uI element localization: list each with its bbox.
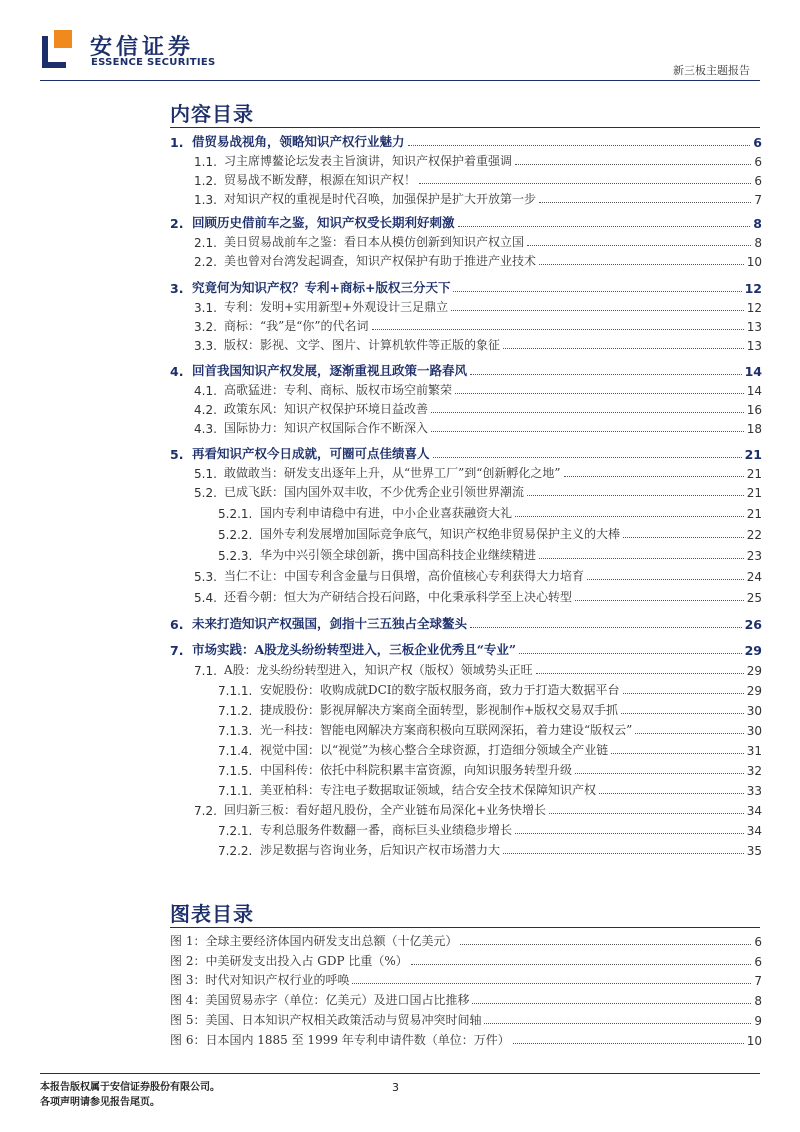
toc-entry-number: 7.1.1.	[218, 784, 253, 798]
toc-entry-page: 26	[744, 617, 762, 632]
toc-entry-page: 34	[746, 804, 762, 818]
leader-dots	[635, 733, 743, 734]
toc-entry[interactable]	[170, 614, 762, 632]
leader-dots	[431, 412, 744, 413]
toc-entry-title: 借贸易战视角，领略知识产权行业魅力	[192, 134, 405, 149]
toc-entry[interactable]	[194, 660, 762, 678]
figure-entry-title: 图 3：时代对知识产权行业的呼唤	[170, 973, 350, 987]
leader-dots	[539, 202, 751, 203]
toc-entry[interactable]	[194, 151, 762, 169]
toc-entry-number: 5.	[170, 447, 184, 462]
toc-entry-number: 3.2.	[194, 320, 217, 334]
toc-entry[interactable]	[218, 740, 762, 758]
toc-entry-number: 7.2.	[194, 804, 217, 818]
toc-entry[interactable]	[194, 251, 762, 269]
toc-entry-title: 安妮股份：收购成就DCI的数字版权服务商，致力于打造大数据平台	[260, 683, 620, 697]
toc-entry-page: 12	[744, 281, 762, 296]
figure-entry[interactable]	[170, 1010, 762, 1028]
leader-dots	[623, 537, 744, 538]
toc-entry[interactable]	[170, 213, 762, 231]
leader-dots	[564, 476, 744, 477]
toc-entry-page: 22	[746, 528, 762, 542]
toc-entry-title: 涉足数据与咨询业务，后知识产权市场潜力大	[260, 843, 501, 857]
toc-entry-page: 14	[744, 364, 762, 379]
figure-entry[interactable]	[170, 1030, 762, 1048]
toc-entry-page: 29	[746, 664, 762, 678]
toc-entry-title: 专利总服务件数翻一番，商标巨头业绩稳步增长	[260, 823, 513, 837]
toc-entry-title: 未来打造知识产权强国，剑指十三五独占全球鳌头	[192, 616, 468, 631]
figure-entry-title: 图 1：全球主要经济体国内研发支出总额（十亿美元）	[170, 934, 458, 948]
leader-dots	[503, 348, 744, 349]
report-type: 新三板主题报告	[673, 64, 750, 77]
toc-entry-page: 21	[746, 467, 762, 481]
toc-entry-number: 3.1.	[194, 301, 217, 315]
figure-entry-page: 8	[754, 994, 762, 1008]
header-divider	[40, 80, 760, 81]
toc-entry[interactable]	[194, 380, 762, 398]
toc-entry-page: 14	[746, 384, 762, 398]
leader-dots	[575, 773, 744, 774]
leader-dots	[611, 753, 743, 754]
toc-entry-number: 2.1.	[194, 236, 217, 250]
toc-entry-number: 4.	[170, 364, 184, 379]
toc-entry-page: 6	[754, 174, 762, 188]
leader-dots	[372, 329, 744, 330]
toc-entry[interactable]	[194, 566, 762, 584]
toc-entry[interactable]	[194, 335, 762, 353]
toc-entry[interactable]	[194, 482, 762, 500]
footer-divider	[40, 1073, 760, 1074]
toc-entry-number: 1.2.	[194, 174, 217, 188]
figure-entry[interactable]	[170, 931, 762, 949]
leader-dots	[433, 457, 742, 458]
toc-entry-number: 3.	[170, 281, 184, 296]
figure-entry-page: 9	[754, 1014, 762, 1028]
toc-entry-page: 16	[746, 403, 762, 417]
toc-entry-page: 23	[746, 549, 762, 563]
toc-entry[interactable]	[218, 760, 762, 778]
toc-entry[interactable]	[194, 418, 762, 436]
toc-entry-title: 版权：影视、文学、图片、计算机软件等正版的象征	[224, 338, 501, 352]
toc-entry-title: 对知识产权的重视是时代召唤，加强保护是扩大开放第一步	[224, 192, 537, 206]
essence-logo-icon	[42, 30, 72, 68]
toc-entry-number: 7.1.1.	[218, 684, 253, 698]
toc-entry-title: 捷成股份：影视屏解决方案商全面转型，影视制作+版权交易双手抓	[260, 703, 619, 717]
leader-dots	[513, 1043, 744, 1044]
toc-entry-title: 光一科技：智能电网解决方案商积极向互联网深拓，着力建设“版权云”	[260, 723, 633, 737]
toc-entry-title: 国外专利发展增加国际竞争底气，知识产权绝非贸易保护主义的大棒	[260, 527, 621, 541]
toc-entry-title: 已成飞跃：国内国外双丰收，不少优秀企业引领世界潮流	[224, 485, 525, 499]
toc-entry[interactable]	[170, 278, 762, 296]
toc-entry[interactable]	[170, 444, 762, 462]
leader-dots	[519, 653, 742, 654]
toc-entry-title: 美也曾对台湾发起调查，知识产权保护有助于推进产业技术	[224, 254, 537, 268]
toc-entry-page: 33	[746, 784, 762, 798]
leader-dots	[549, 813, 744, 814]
toc-entry[interactable]	[194, 399, 762, 417]
toc-entry-number: 7.1.4.	[218, 744, 253, 758]
toc-entry-page: 6	[754, 155, 762, 169]
toc-entry-page: 32	[746, 764, 762, 778]
leader-dots	[623, 693, 744, 694]
toc-entry-title: 中国科传：依托中科院积累丰富资源，向知识服务转型升级	[260, 763, 573, 777]
toc-entry-title: 回归新三板：看好超凡股份，全产业链布局深化+业务快增长	[224, 803, 547, 817]
footer-copyright: 本报告版权属于安信证券股份有限公司。	[40, 1082, 220, 1093]
toc-entry-number: 7.2.2.	[218, 844, 253, 858]
toc-entry-page: 29	[744, 643, 762, 658]
figure-entry-title: 图 4：美国贸易赤字（单位：亿美元）及进口国占比推移	[170, 993, 470, 1007]
toc-entry[interactable]	[194, 463, 762, 481]
toc-entry[interactable]	[194, 297, 762, 315]
toc-entry-page: 8	[753, 216, 762, 231]
toc-entry-title: 市场实践：A股龙头纷纷转型进入，三板企业优秀且“专业”	[192, 642, 517, 657]
leader-dots	[453, 291, 741, 292]
figure-entry-title: 图 6：日本国内 1885 至 1999 年专利申请件数（单位：万件）	[170, 1033, 510, 1047]
toc-entry-page: 25	[746, 591, 762, 605]
toc-entry-number: 5.1.	[194, 467, 217, 481]
figure-entry-page: 7	[754, 974, 762, 988]
toc-entry-page: 18	[746, 422, 762, 436]
leader-dots	[455, 393, 744, 394]
figure-entry[interactable]	[170, 990, 762, 1008]
toc-entry-title: 当仁不让：中国专利含金量与日俱增，高价值核心专利获得大力培育	[224, 569, 585, 583]
toc-entry-page: 12	[746, 301, 762, 315]
toc-entry-page: 29	[746, 684, 762, 698]
toc-entry-title: 回顾历史借前车之鉴，知识产权受长期利好刺激	[192, 215, 455, 230]
toc-entry-number: 1.3.	[194, 193, 217, 207]
toc-entry-title: A股：龙头纷纷转型进入，知识产权（版权）领域势头正旺	[224, 663, 533, 677]
leader-dots	[515, 516, 744, 517]
brand-name-cn: 安信证券	[90, 35, 195, 60]
toc-entry-number: 5.2.2.	[218, 528, 253, 542]
leader-dots	[431, 431, 744, 432]
page-number: 3	[392, 1081, 399, 1094]
leader-dots	[470, 627, 742, 628]
toc-entry-title: 究竟何为知识产权？专利+商标+版权三分天下	[192, 280, 451, 295]
leader-dots	[458, 226, 751, 227]
toc-entry-number: 6.	[170, 617, 184, 632]
toc-entry-number: 1.	[170, 135, 184, 150]
toc-entry[interactable]	[218, 545, 762, 563]
toc-entry-number: 4.3.	[194, 422, 217, 436]
leader-dots	[408, 145, 751, 146]
leader-dots	[352, 983, 751, 984]
figures-heading: 图表目录	[170, 902, 254, 926]
toc-entry-title: 美日贸易战前车之鉴：看日本从模仿创新到知识产权立国	[224, 235, 525, 249]
toc-entry-number: 7.	[170, 643, 184, 658]
figure-entry[interactable]	[170, 951, 762, 969]
toc-entry-page: 21	[744, 447, 762, 462]
figure-entry-page: 10	[746, 1034, 762, 1048]
toc-entry[interactable]	[194, 189, 762, 207]
toc-entry-number: 5.2.3.	[218, 549, 253, 563]
toc-entry[interactable]	[218, 720, 762, 738]
leader-dots	[536, 673, 744, 674]
leader-dots	[539, 558, 744, 559]
toc-entry[interactable]	[194, 316, 762, 334]
toc-entry-page: 21	[746, 507, 762, 521]
figure-entry-page: 6	[754, 935, 762, 949]
toc-entry-number: 5.2.	[194, 486, 217, 500]
toc-entry[interactable]	[218, 780, 762, 798]
toc-entry-title: 视觉中国：以“视觉”为核心整合全球资源，打造细分领域全产业链	[260, 743, 609, 757]
toc-entry-page: 6	[753, 135, 762, 150]
toc-entry-page: 31	[746, 744, 762, 758]
leader-dots	[621, 713, 744, 714]
leader-dots	[527, 245, 751, 246]
toc-entry-number: 4.2.	[194, 403, 217, 417]
toc-entry-title: 还看今朝：恒大为产研结合投石问路，中化秉承科学至上决心转型	[224, 590, 573, 604]
toc-entry-page: 8	[754, 236, 762, 250]
leader-dots	[484, 1023, 751, 1024]
toc-entry-number: 2.2.	[194, 255, 217, 269]
toc-entry-title: 习主席博鳌论坛发表主旨演讲，知识产权保护着重强调	[224, 154, 513, 168]
toc-entry-page: 30	[746, 704, 762, 718]
toc-entry-title: 敢做敢当：研发支出逐年上升，从“世界工厂”到“创新孵化之地”	[224, 466, 561, 480]
footer-disclaimer: 各项声明请参见报告尾页。	[40, 1097, 160, 1108]
toc-entry-title: 美亚柏科：专注电子数据取证领域，结合安全技术保障知识产权	[260, 783, 597, 797]
toc-entry-page: 21	[746, 486, 762, 500]
toc-heading: 内容目录	[170, 102, 254, 126]
leader-dots	[451, 310, 744, 311]
toc-entry-number: 7.1.3.	[218, 724, 253, 738]
toc-entry[interactable]	[218, 680, 762, 698]
toc-entry-page: 13	[746, 339, 762, 353]
leader-dots	[419, 183, 751, 184]
toc-entry[interactable]	[170, 361, 762, 379]
leader-dots	[587, 579, 744, 580]
toc-entry-number: 7.1.	[194, 664, 217, 678]
leader-dots	[515, 833, 744, 834]
leader-dots	[503, 853, 744, 854]
figure-entry[interactable]	[170, 970, 762, 988]
toc-entry-number: 1.1.	[194, 155, 217, 169]
toc-entry-title: 政策东风：知识产权保护环境日益改善	[224, 402, 429, 416]
toc-entry-title: 回首我国知识产权发展，逐渐重视且政策一路春风	[192, 363, 468, 378]
figure-entry-page: 6	[754, 955, 762, 969]
toc-entry-title: 商标：“我”是“你”的代名词	[224, 319, 369, 333]
toc-entry-page: 35	[746, 844, 762, 858]
toc-entry[interactable]	[218, 700, 762, 718]
toc-entry-number: 2.	[170, 216, 184, 231]
toc-entry[interactable]	[170, 132, 762, 150]
leader-dots	[539, 264, 744, 265]
toc-entry-title: 国际协力：知识产权国际合作不断深入	[224, 421, 429, 435]
brand-name-en: ESSENCE SECURITIES	[91, 57, 216, 68]
toc-entry-page: 24	[746, 570, 762, 584]
toc-entry[interactable]	[218, 503, 762, 521]
toc-entry-title: 国内专利申请稳中有进，中小企业喜获融资大礼	[260, 506, 513, 520]
toc-entry-number: 7.2.1.	[218, 824, 253, 838]
toc-entry[interactable]	[194, 232, 762, 250]
figure-entry-title: 图 5：美国、日本知识产权相关政策活动与贸易冲突时间轴	[170, 1013, 482, 1027]
toc-entry-number: 5.2.1.	[218, 507, 253, 521]
toc-entry[interactable]	[218, 524, 762, 542]
leader-dots	[527, 495, 744, 496]
toc-entry[interactable]	[194, 587, 762, 605]
toc-entry-page: 30	[746, 724, 762, 738]
toc-entry-number: 3.3.	[194, 339, 217, 353]
toc-entry-number: 5.4.	[194, 591, 217, 605]
toc-entry-title: 贸易战不断发酵，根源在知识产权！	[224, 173, 417, 187]
figure-entry-title: 图 2：中美研发支出投入占 GDP 比重（%）	[170, 954, 408, 968]
leader-dots	[575, 600, 744, 601]
leader-dots	[470, 374, 742, 375]
toc-entry[interactable]	[170, 640, 762, 658]
toc-entry-page: 34	[746, 824, 762, 838]
figures-heading-divider	[170, 927, 760, 928]
leader-dots	[515, 164, 751, 165]
leader-dots	[411, 964, 752, 965]
leader-dots	[472, 1003, 751, 1004]
toc-entry-number: 4.1.	[194, 384, 217, 398]
toc-entry[interactable]	[194, 800, 762, 818]
page-header	[0, 0, 800, 80]
toc-entry-title: 华为中兴引领全球创新，携中国高科技企业继续精进	[260, 548, 537, 562]
toc-entry[interactable]	[194, 170, 762, 188]
toc-entry-number: 5.3.	[194, 570, 217, 584]
toc-entry-title: 高歌猛进：专利、商标、版权市场空前繁荣	[224, 383, 453, 397]
leader-dots	[460, 944, 751, 945]
toc-entry-title: 专利：发明+实用新型+外观设计三足鼎立	[224, 300, 449, 314]
toc-entry[interactable]	[218, 840, 762, 858]
toc-entry-number: 7.1.5.	[218, 764, 253, 778]
leader-dots	[599, 793, 744, 794]
toc-entry-page: 13	[746, 320, 762, 334]
toc-entry-title: 再看知识产权今日成就，可圈可点佳绩喜人	[192, 446, 430, 461]
toc-entry-page: 10	[746, 255, 762, 269]
toc-entry-page: 7	[754, 193, 762, 207]
toc-entry[interactable]	[218, 820, 762, 838]
toc-entry-number: 7.1.2.	[218, 704, 253, 718]
toc-heading-divider	[170, 127, 760, 128]
